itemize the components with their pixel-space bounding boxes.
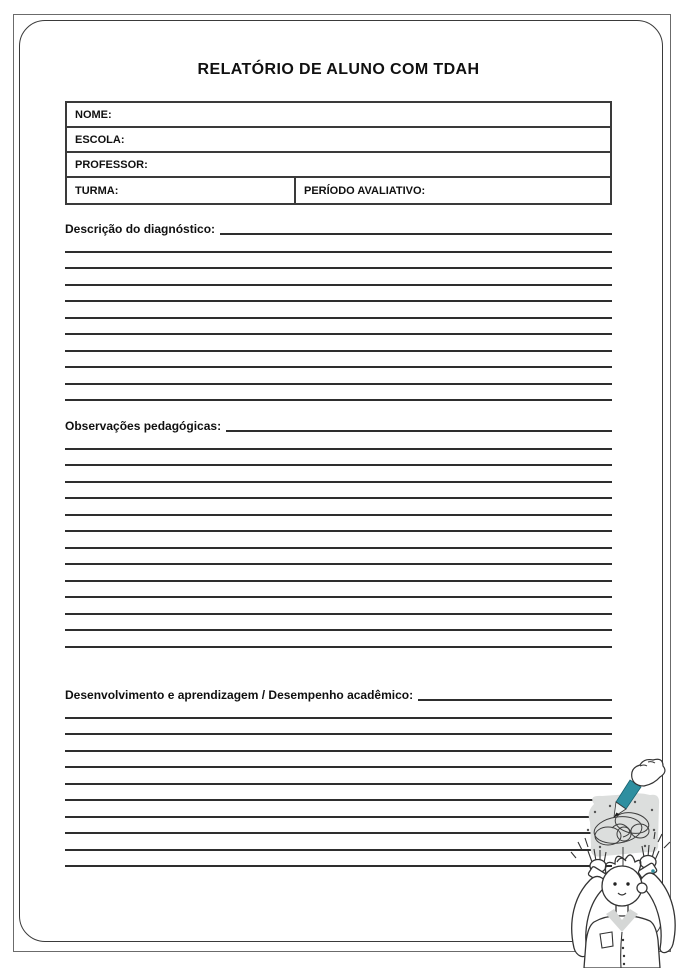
ruled-line — [65, 834, 612, 851]
nome-write-area[interactable] — [112, 103, 610, 126]
periodo-write-area[interactable] — [425, 178, 610, 203]
section-desenvolvimento-aprendizagem — [65, 688, 612, 867]
ear — [637, 883, 647, 893]
desenvolvimento-write-area[interactable] — [65, 702, 612, 867]
section-label-diagnostico: Descrição do diagnóstico: — [65, 222, 216, 236]
ruled-line — [65, 702, 612, 719]
ruled-line — [65, 319, 612, 336]
ruled-line — [65, 385, 612, 402]
ruled-line — [65, 516, 612, 533]
ruled-line — [65, 368, 612, 385]
diagnostico-write-area[interactable] — [65, 236, 612, 401]
field-label-periodo-avaliativo: PERÍODO AVALIATIVO: — [304, 184, 426, 197]
section-label-observacoes: Observações pedagógicas: — [65, 419, 222, 433]
ruled-line — [65, 532, 612, 549]
ruled-line — [65, 818, 612, 835]
page-title: RELATÓRIO DE ALUNO COM TDAH — [197, 61, 480, 78]
ruled-line — [65, 768, 612, 785]
field-label-professor: PROFESSOR: — [75, 158, 148, 171]
field-label-turma: TURMA: — [75, 184, 119, 197]
ruled-line — [65, 499, 612, 516]
ruled-line — [65, 450, 612, 467]
ruled-line — [65, 615, 612, 632]
ruled-line — [65, 631, 612, 648]
table-row-nome — [67, 103, 610, 128]
section-header — [65, 419, 612, 433]
field-label-nome: NOME: — [75, 108, 112, 121]
shirt-pocket — [600, 932, 613, 948]
field-label-escola: ESCOLA: — [75, 133, 125, 146]
ruled-line — [65, 352, 612, 369]
desenvolvimento-header-write-line[interactable] — [418, 699, 612, 701]
ruled-line — [65, 302, 612, 319]
ruled-line — [65, 236, 612, 253]
ruled-line — [65, 565, 612, 582]
student-info-table — [65, 101, 612, 205]
ruled-line — [65, 752, 612, 769]
observacoes-write-area[interactable] — [65, 433, 612, 648]
escola-write-area[interactable] — [125, 128, 611, 151]
ruled-line — [65, 269, 612, 286]
table-row-professor — [67, 153, 610, 178]
turma-write-area[interactable] — [118, 178, 294, 203]
ruled-line — [65, 433, 612, 450]
observacoes-header-write-line[interactable] — [226, 430, 612, 432]
section-label-desenvolvimento: Desenvolvimento e aprendizagem / Desempenho acadêmico: — [65, 688, 414, 702]
ruled-line — [65, 286, 612, 303]
section-observacoes-pedagogicas — [65, 419, 612, 648]
section-header — [65, 222, 612, 236]
adhd-child-illustration — [560, 750, 685, 968]
ruled-line — [65, 582, 612, 599]
ruled-line — [65, 335, 612, 352]
periodo-cell — [296, 178, 610, 203]
ruled-line — [65, 851, 612, 868]
ruled-line — [65, 719, 612, 736]
table-row-turma-periodo — [67, 178, 610, 203]
section-header — [65, 688, 612, 702]
section-descricao-diagnostico — [65, 222, 612, 401]
table-row-escola — [67, 128, 610, 153]
ruled-line — [65, 801, 612, 818]
ruled-line — [65, 785, 612, 802]
ruled-line — [65, 253, 612, 270]
ruled-line — [65, 483, 612, 500]
ruled-line — [65, 466, 612, 483]
professor-write-area[interactable] — [148, 153, 610, 176]
turma-cell — [67, 178, 296, 203]
head — [602, 866, 642, 906]
ruled-line — [65, 735, 612, 752]
ruled-line — [65, 598, 612, 615]
ruled-line — [65, 549, 612, 566]
diagnostico-header-write-line[interactable] — [220, 233, 612, 235]
